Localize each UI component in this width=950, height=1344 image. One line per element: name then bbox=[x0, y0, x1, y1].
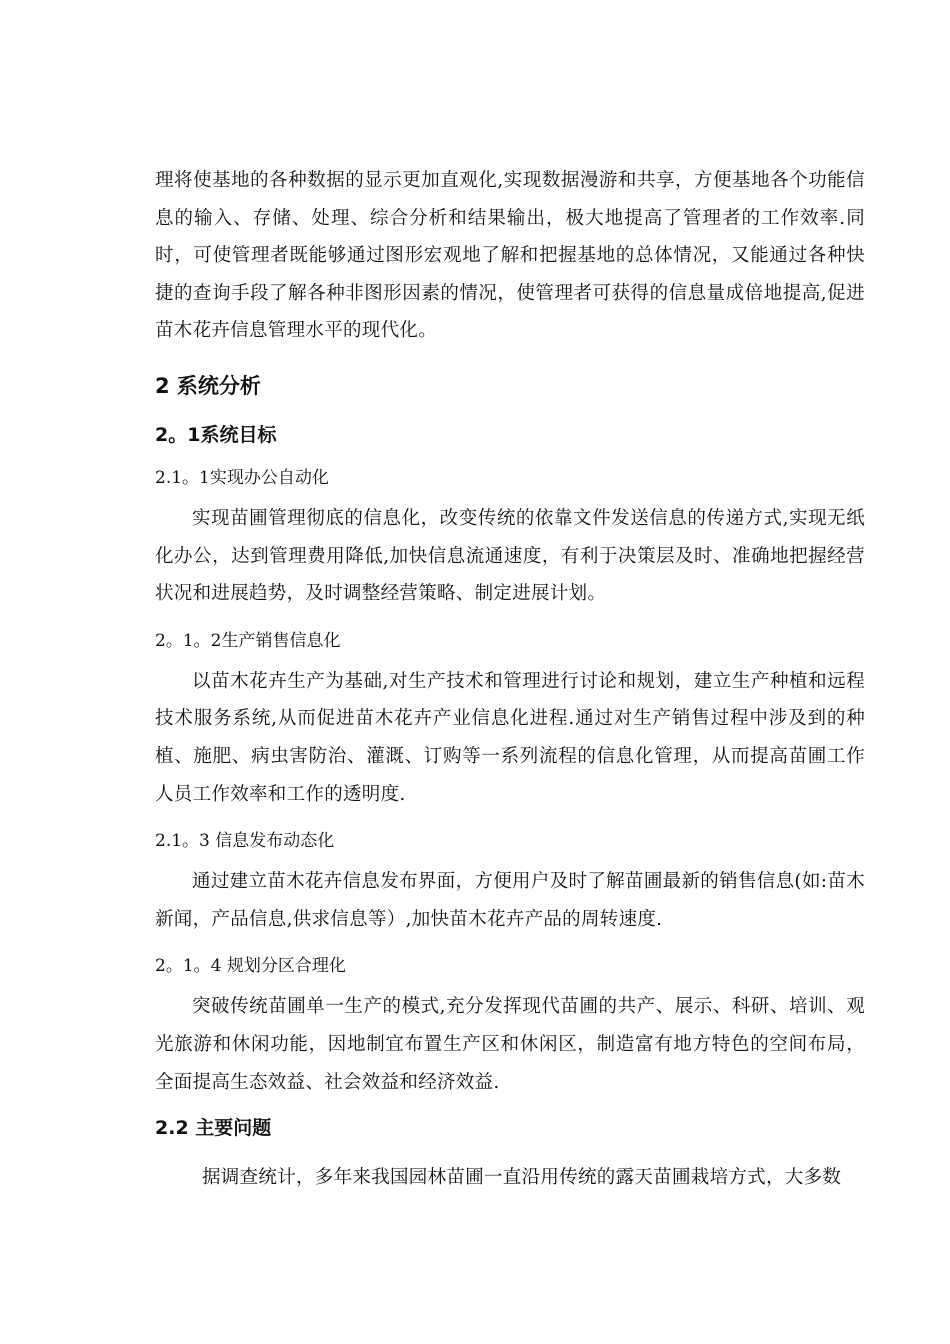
intro-paragraph: 理将使基地的各种数据的显示更加直观化,实现数据漫游和共享，方便基地各个功能信息的输入、存储、处理、综合分析和结果输出，极大地提高了管理者的工作效率.同时，可使管理者既能够通过图形宏观地了解和把握基地的总体情况，又能通过各种快捷的查询手段了解各种非图形因素的情况，使管理者可获得的信息量成倍地提高,促进苗木花卉信息管理水平的现代化。 bbox=[155, 170, 865, 342]
section-2-1-1-paragraph: 实现苗圃管理彻底的信息化，改变传统的依靠文件发送信息的传递方式,实现无纸化办公，达到管理费用降低,加快信息流通速度，有利于决策层及时、准确地把握经营状况和进展趋势，及时调整经营策略、制定进展计划。 bbox=[155, 507, 865, 605]
section-2-1-4-heading: 2。1。4 规划分区合理化 bbox=[155, 956, 346, 977]
document-body bbox=[155, 162, 865, 1197]
section-2-2-paragraph: 据调查统计，多年来我国园林苗圃一直沿用传统的露天苗圃栽培方式，大多数 bbox=[202, 1167, 842, 1189]
section-2-1-4-paragraph: 突破传统苗圃单一生产的模式,充分发挥现代苗圃的共产、展示、科研、培训、观光旅游和休闲功能，因地制宜布置生产区和休闲区，制造富有地方特色的空间布局，全面提高生态效益、社会效益和经济效益. bbox=[155, 996, 865, 1093]
section-2-1-3-heading: 2.1。3 信息发布动态化 bbox=[155, 831, 335, 852]
section-2-2-heading: 2.2 主要问题 bbox=[155, 1117, 272, 1140]
section-2-1-2-heading: 2。1。2生产销售信息化 bbox=[155, 630, 341, 651]
section-2-1-2-paragraph: 以苗木花卉生产为基础,对生产技术和管理进行讨论和规划，建立生产种植和远程技术服务系统,从而促进苗木花卉产业信息化进程.通过对生产销售过程中涉及到的种植、施肥、病虫害防治、灌溉、订购等一系列流程的信息化管理，从而提高苗圃工作人员工作效率和工作的透明度. bbox=[155, 670, 865, 805]
section-2-heading: 2 系统分析 bbox=[155, 373, 261, 398]
section-2-1-1-heading: 2.1。1实现办公自动化 bbox=[155, 467, 329, 488]
section-2-1-heading: 2。1系统目标 bbox=[155, 423, 277, 446]
section-2-1-3-paragraph: 通过建立苗木花卉信息发布界面，方便用户及时了解苗圃最新的销售信息(如:苗木新闻，产品信息,供求信息等）,加快苗木花卉产品的周转速度. bbox=[155, 871, 865, 930]
